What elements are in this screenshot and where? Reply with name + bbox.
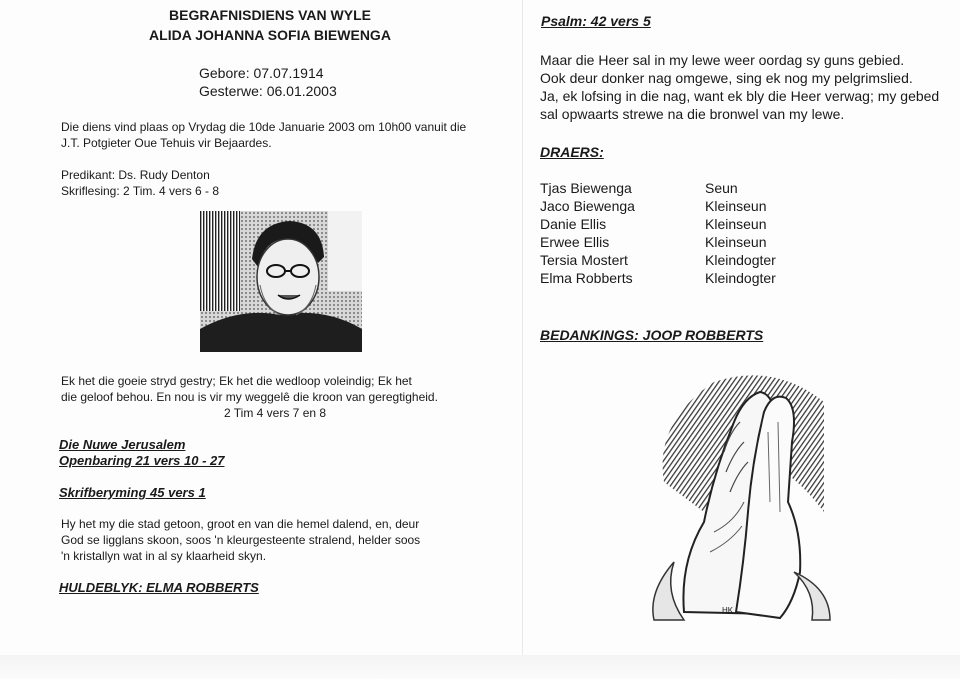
bearer-name: Tjas Biewenga bbox=[540, 180, 632, 196]
artist-initials: HK bbox=[722, 606, 734, 615]
psalm-line-3: Ja, ek lofsing in die nag, want ek bly die Heer verwag; my gebed bbox=[540, 88, 940, 104]
scripture-reading: Skriflesing: 2 Tim. 4 vers 6 - 8 bbox=[61, 184, 220, 198]
bearer-name: Erwee Ellis bbox=[540, 234, 610, 250]
bearer-name: Elma Robberts bbox=[540, 270, 633, 286]
preacher: Predikant: Ds. Rudy Denton bbox=[61, 168, 210, 182]
quote-reference: 2 Tim 4 vers 7 en 8 bbox=[224, 406, 327, 420]
psalm-title: Psalm: 42 vers 5 bbox=[541, 13, 651, 29]
hymn-line-1: Hy het my die stad getoon, groot en van die hemel dalend, en, deur bbox=[61, 517, 420, 531]
quote-line-1: Ek het die goeie stryd gestry; Ek het die wedloop voleindig; Ek het bbox=[61, 374, 412, 388]
title-line-1: BEGRAFNISDIENS VAN WYLE bbox=[169, 7, 371, 23]
jerusalem-title: Die Nuwe Jerusalem bbox=[59, 437, 186, 452]
bearer-relation: Kleinseun bbox=[705, 198, 767, 214]
bearer-relation: Kleinseun bbox=[705, 216, 767, 232]
title-line-2: ALIDA JOHANNA SOFIA BIEWENGA bbox=[149, 27, 391, 43]
psalm-line-2: Ook deur donker nag omgewe, sing ek nog my pelgrimslied. bbox=[540, 70, 913, 86]
bearer-relation: Kleindogter bbox=[705, 252, 776, 268]
paraphrase-title: Skrifberyming 45 vers 1 bbox=[59, 485, 206, 500]
page-fold bbox=[522, 0, 523, 679]
bearer-name: Jaco Biewenga bbox=[540, 198, 635, 214]
thanks-heading: BEDANKINGS: JOOP ROBBERTS bbox=[540, 327, 764, 343]
deceased-portrait bbox=[200, 211, 362, 352]
bearer-relation: Kleindogter bbox=[705, 270, 776, 286]
tribute-heading: HULDEBLYK: ELMA ROBBERTS bbox=[59, 580, 259, 595]
bearer-relation: Seun bbox=[705, 180, 738, 196]
bearer-name: Tersia Mostert bbox=[540, 252, 628, 268]
service-line-1: Die diens vind plaas op Vrydag die 10de Januarie 2003 om 10h00 vanuit die bbox=[61, 120, 467, 134]
birth-date: Gebore: 07.07.1914 bbox=[199, 65, 324, 81]
jerusalem-reference: Openbaring 21 vers 10 - 27 bbox=[59, 453, 225, 468]
hymn-line-2: God se ligglans skoon, soos 'n kleurgesteente stralend, helder soos bbox=[61, 533, 421, 547]
bearer-relation: Kleinseun bbox=[705, 234, 767, 250]
service-line-2: J.T. Potgieter Oue Tehuis vir Bejaardes. bbox=[61, 136, 272, 150]
praying-hands-illustration bbox=[644, 362, 834, 624]
psalm-line-4: sal opwaarts strewe na die bronwel van my lewe. bbox=[540, 106, 845, 122]
hymn-line-3: 'n kristallyn wat in al sy klaarheid skyn. bbox=[61, 549, 267, 563]
bearers-title: DRAERS: bbox=[540, 144, 604, 160]
bearer-name: Danie Ellis bbox=[540, 216, 607, 232]
paper-edge bbox=[0, 655, 960, 679]
quote-line-2: die geloof behou. En nou is vir my weggelê die kroon van geregtigheid. bbox=[61, 390, 438, 404]
death-date: Gesterwe: 06.01.2003 bbox=[199, 83, 337, 99]
psalm-line-1: Maar die Heer sal in my lewe weer oordag sy guns gebied. bbox=[540, 52, 905, 68]
